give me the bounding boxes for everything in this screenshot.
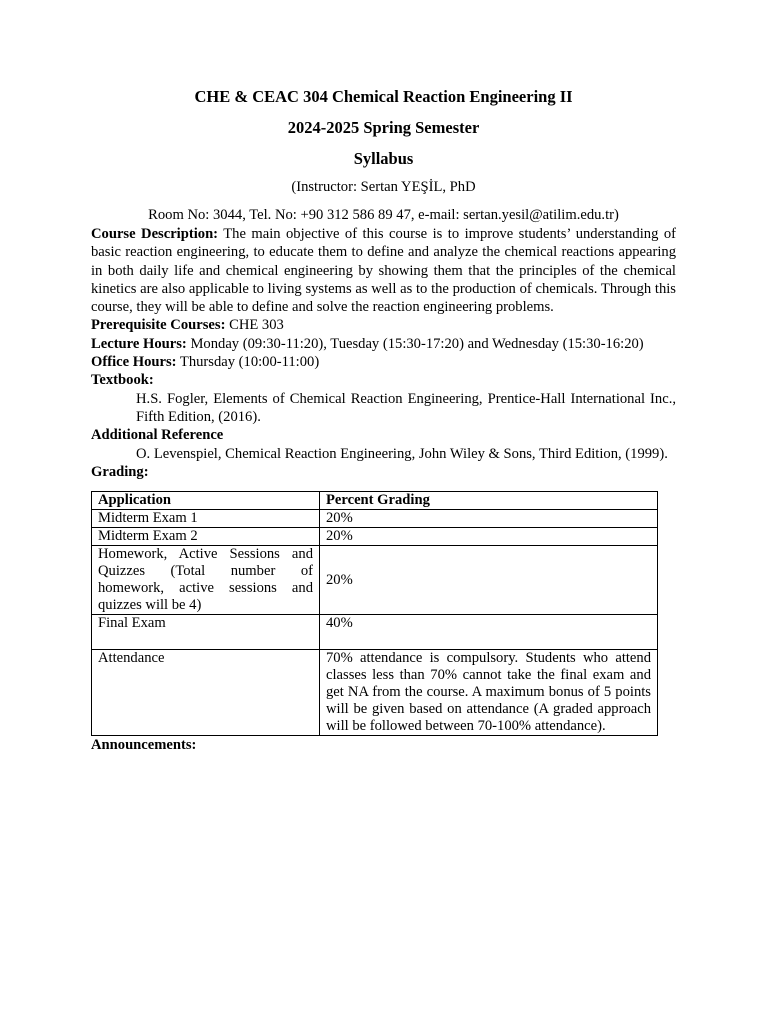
instructor-line: (Instructor: Sertan YEŞİL, PhD (291, 179, 476, 195)
prerequisites (91, 316, 676, 334)
grading-table (91, 491, 658, 736)
textbook-reference: H.S. Fogler, Elements of Chemical Reaction Engineering, Prentice-Hall International Inc., Fifth Edition, (2016). (136, 390, 676, 425)
grading-cell-percent: 20% (320, 546, 658, 615)
announcements-heading (91, 736, 676, 754)
office-hours (91, 353, 676, 371)
textbook-label: Textbook: (91, 372, 154, 389)
table-row (92, 650, 658, 736)
textbook-heading (91, 371, 676, 389)
grading-cell-application: Final Exam (92, 615, 320, 650)
office-hours-text: Thursday (10:00-11:00) (179, 354, 320, 371)
grading-table-header-row (92, 492, 658, 510)
grading-cell-application: Attendance (92, 650, 320, 736)
document-type-title: Syllabus (353, 149, 414, 168)
grading-cell-application: Midterm Exam 1 (92, 510, 320, 528)
table-row (92, 615, 658, 650)
grading-cell-percent: 20% (320, 528, 658, 546)
grading-cell-percent: 20% (320, 510, 658, 528)
contact-line: Room No: 3044, Tel. No: +90 312 586 89 47, e-mail: sertan.yesil@atilim.edu.tr) (148, 207, 619, 223)
grading-cell-application: Homework, Active Sessions and Quizzes (Total number of homework, active sessions and quizzes will be 4) (92, 546, 320, 615)
course-description-label: Course Description: (91, 226, 219, 242)
office-hours-label: Office Hours: (91, 354, 177, 371)
table-row (92, 510, 658, 528)
additional-reference-heading (91, 426, 676, 444)
prerequisites-label: Prerequisite Courses: (91, 317, 226, 334)
prerequisites-text: CHE 303 (229, 317, 284, 334)
grading-cell-application: Midterm Exam 2 (92, 528, 320, 546)
semester-title: 2024-2025 Spring Semester (287, 118, 480, 137)
course-description (91, 225, 676, 316)
grading-cell-percent: 40% (320, 615, 658, 650)
syllabus-page (91, 86, 676, 754)
course-title: CHE & CEAC 304 Chemical Reaction Engineering II (194, 87, 573, 106)
course-description-text: The main objective of this course is to improve students’ understanding of basic reaction engineering, to educate them to define and analyze the chemical reactions appearing in both daily life and chemical engineering by showing them that the principles of the chemical kinetics are also applicable to living systems as well as to the production of chemicals. Through this course, they will be able to define and solve the reaction engineering problems. (91, 226, 676, 316)
table-row (92, 546, 658, 615)
lecture-hours-text: Monday (09:30-11:20), Tuesday (15:30-17:20) and Wednesday (15:30-16:20) (190, 335, 644, 352)
additional-reference-text: O. Levenspiel, Chemical Reaction Engineering, John Wiley & Sons, Third Edition, (1999). (136, 445, 668, 462)
grading-header-percent: Percent Grading (320, 492, 658, 510)
lecture-hours-label: Lecture Hours: (91, 335, 187, 352)
grading-heading (91, 463, 676, 481)
grading-cell-attendance-policy: 70% attendance is compulsory. Students who attend classes less than 70% cannot take the final exam and get NA from the course. A maximum bonus of 5 points will be given based on attendance (A graded approach will be followed between 70-100% attendance). (320, 650, 658, 736)
lecture-hours (91, 335, 676, 353)
grading-label: Grading: (91, 463, 149, 480)
additional-reference-label: Additional Reference (91, 427, 224, 444)
table-row (92, 528, 658, 546)
announcements-label: Announcements: (91, 737, 197, 754)
grading-header-application: Application (92, 492, 320, 510)
